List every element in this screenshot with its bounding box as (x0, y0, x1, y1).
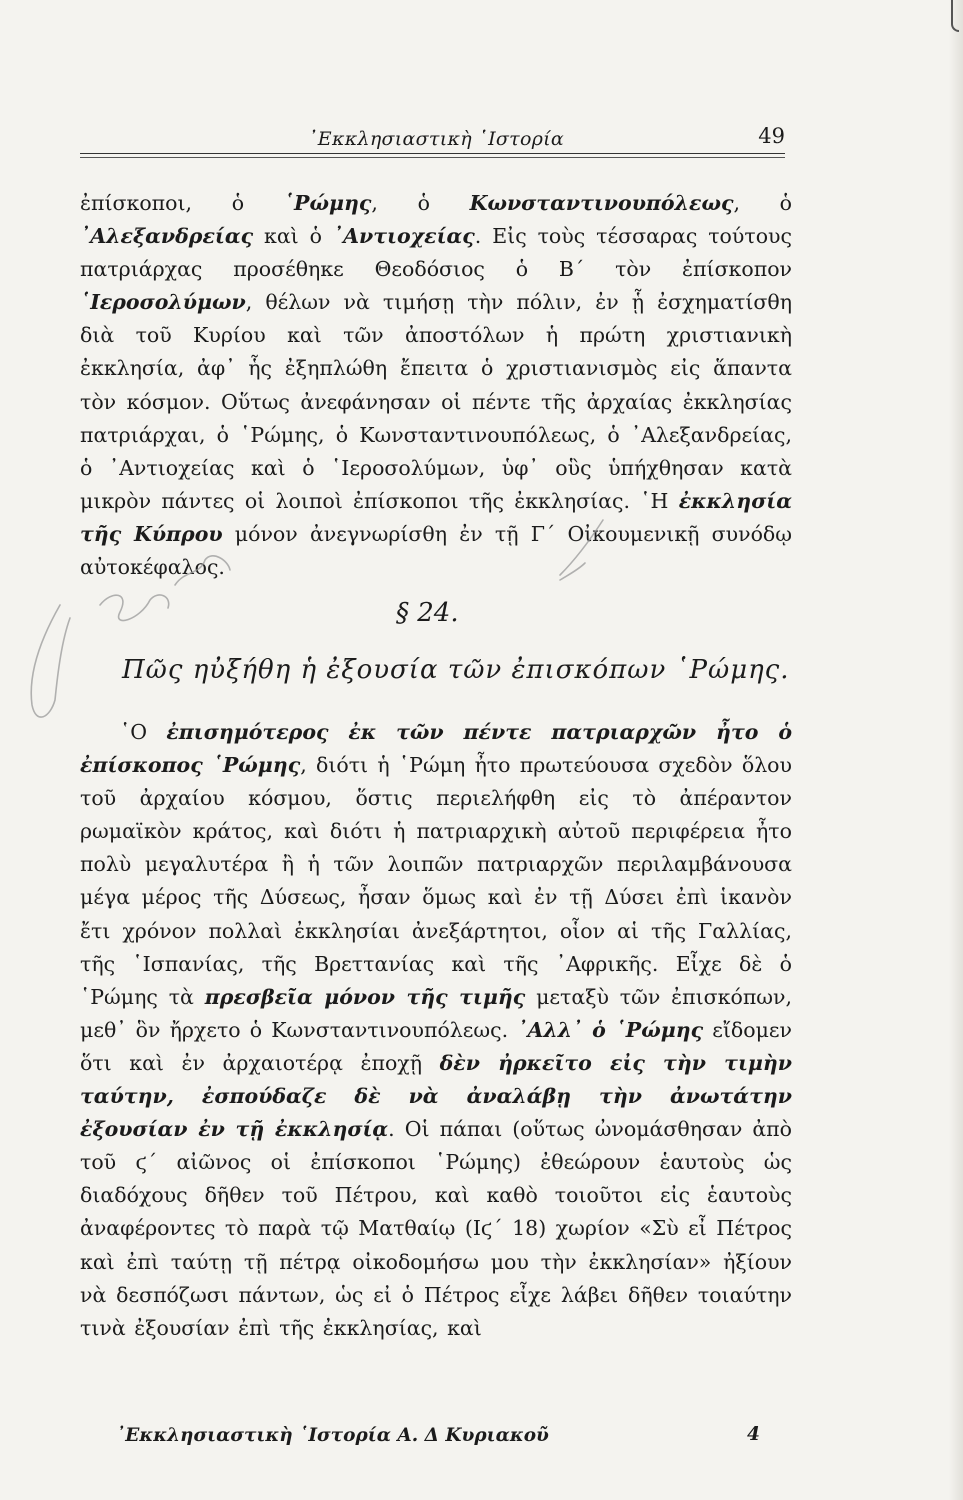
corner-mark (951, 0, 959, 32)
header-rule (80, 153, 785, 154)
emphasis-bishop-of-rome: ἐπισημότερος ἐκ τῶν πέντε πατριαρχῶν ἦτο ὁ ἐπίσκοπος ῾Ρώμης (80, 720, 792, 778)
footer-signature: ᾿Εκκλησιαστικὴ ῾Ιστορία Α. Δ Κυριακοῦ (116, 1425, 549, 1446)
emphasis-church-of-cyprus: ἐκκλησία τῆς Κύπρου (80, 488, 792, 546)
pencil-bracket-mark (31, 605, 70, 717)
page-number: 49 (758, 124, 785, 148)
text-run: εἴδομεν ὅτι καὶ ἐν ἀρχαιοτέρᾳ ἐποχῇ (80, 1017, 793, 1075)
text-run: ἐπίσκοποι, ὁ (80, 191, 284, 215)
page-header (80, 118, 785, 152)
text-run: μεταξὺ τῶν ἐπισκόπων, μεθ᾿ ὃν ἤρχετο ὁ Κωνσταντινουπόλεως. (80, 984, 792, 1042)
emphasis-alexandria: ᾿Αλεξανδρείας (80, 224, 254, 249)
emphasis-supreme-authority: δὲν ἠρκεῖτο εἰς τὴν τιμὴν ταύτην, ἐσπούδαζε δὲ νὰ ἀναλάβῃ τὴν ἀνωτάτην ἐξουσίαν ἐν τῇ ἐκκλησίᾳ (80, 1050, 792, 1142)
page-edge (949, 0, 963, 1500)
text-run: ῾Ο (120, 720, 167, 744)
section-number: § 24. (396, 598, 459, 628)
text-run: , διότι ἡ ῾Ρώμη ἦτο πρωτεύουσα σχεδὸν ὅλου τοῦ ἀρχαίου κόσμου, ὅστις περιελήφθη εἰς τὸ ἀπέραντον ρωμαϊκὸν κράτος, καὶ διότι ἡ πατριαρχικὴ αὐτοῦ περιφέρεια ἦτο πολὺ μεγαλυτέρα ἢ ἡ τῶν λοιπῶν πατριαρχῶν περιλαμβάνουσα μέγα μέρος τῆς Δύσεως, ἦσαν ὅμως καὶ ἐν τῇ Δύσει ἐπὶ ἱκανὸν ἔτι χρόνον πολλαὶ ἐκκλησίαι ἀνεξάρτητοι, οἷον αἱ τῆς Γαλλίας, τῆς ῾Ισπανίας, τῆς Βρεττανίας καὶ τῆς ᾿Αφρικῆς. Εἶχε δὲ ὁ ῾Ρώμης τὰ (80, 753, 792, 1009)
footer-sheet-number: 4 (747, 1424, 760, 1445)
header-rule-thin (80, 157, 785, 158)
emphasis-jerusalem: ῾Ιεροσολύμων (80, 290, 246, 315)
emphasis-but-rome: ᾿Αλλ᾿ ὁ ῾Ρώμης (517, 1017, 704, 1042)
pencil-squiggle-mark (100, 595, 169, 621)
emphasis-honour-primacy: πρεσβεῖα μόνον τῆς τιμῆς (204, 984, 526, 1009)
paragraph-patriarchs (80, 187, 792, 584)
paragraph-rome-power (80, 716, 792, 1345)
emphasis-constantinople: Κωνσταντινουπόλεως (469, 191, 734, 215)
text-run: , ὁ (733, 191, 793, 215)
text-run: , ὁ (371, 191, 470, 215)
running-title: ᾿Εκκλησιαστικὴ ῾Ιστορία (308, 128, 565, 150)
emphasis-rome: ῾Ρώμης (283, 191, 372, 215)
emphasis-antioch: ᾿Αντιοχείας (332, 224, 475, 249)
text-run: . Εἰς τοὺς τέσσαρας τούτους πατριάρχας προσέθηκε Θεοδόσιος ὁ Β΄ τὸν ἐπίσκοπον (80, 224, 792, 282)
text-run: . Οἱ πάπαι (οὕτως ὠνομάσθησαν ἀπὸ τοῦ ϛ΄ αἰῶνος οἱ ἐπίσκοποι ῾Ρώμης) ἐθεώρουν ἑαυτοὺς ὡς διαδόχους δῆθεν τοῦ Πέτρου, καὶ καθὸ τοιοῦτοι εἰς ἑαυτοὺς ἀναφέροντες τὸ παρὰ τῷ Ματθαίῳ (Ιϛ΄ 18) χωρίον «Σὺ εἶ Πέτρος καὶ ἐπὶ ταύτῃ τῇ πέτρᾳ οἰκοδομήσω μου τὴν ἐκκλησίαν» ἠξίουν νὰ δεσπόζωσι πάντων, ὡς εἰ ὁ Πέτρος εἶχε λάβει δῆθεν τοιαύτην τινὰ ἐξουσίαν ἐπὶ τῆς ἐκκλησίας, καὶ (80, 1117, 792, 1340)
text-run: μόνον ἀνεγνωρίσθη ἐν τῇ Γ΄ Οἰκουμενικῇ συνόδῳ αὐτοκέφαλος. (80, 521, 792, 580)
text-run: καὶ ὁ (253, 224, 333, 249)
section-heading: Πῶς ηὐξήθη ἡ ἐξουσία τῶν ἐπισκόπων ῾Ρώμης. (122, 655, 790, 685)
text-run: , θέλων νὰ τιμήσῃ τὴν πόλιν, ἐν ᾗ ἐσχηματίσθη διὰ τοῦ Κυρίου καὶ τῶν ἀποστόλων ἡ πρώτη χριστιανικὴ ἐκκλησία, ἀφ᾿ ἧς ἐξηπλώθη ἔπειτα ὁ χριστιανισμὸς εἰς ἅπαντα τὸν κόσμον. Οὕτως ἀνεφάνησαν οἱ πέντε τῆς ἀρχαίας ἐκκλησίας πατριάρχαι, ὁ ῾Ρώμης, ὁ Κωνσταντινουπόλεως, ὁ ᾿Αλεξανδρείας, ὁ ᾿Αντιοχείας καὶ ὁ ῾Ιεροσολύμων, ὑφ᾿ οὓς ὑπήχθησαν κατὰ μικρὸν πάντες οἱ λοιποὶ ἐπίσκοποι τῆς ἐκκλησίας. ῾Η (80, 290, 792, 513)
